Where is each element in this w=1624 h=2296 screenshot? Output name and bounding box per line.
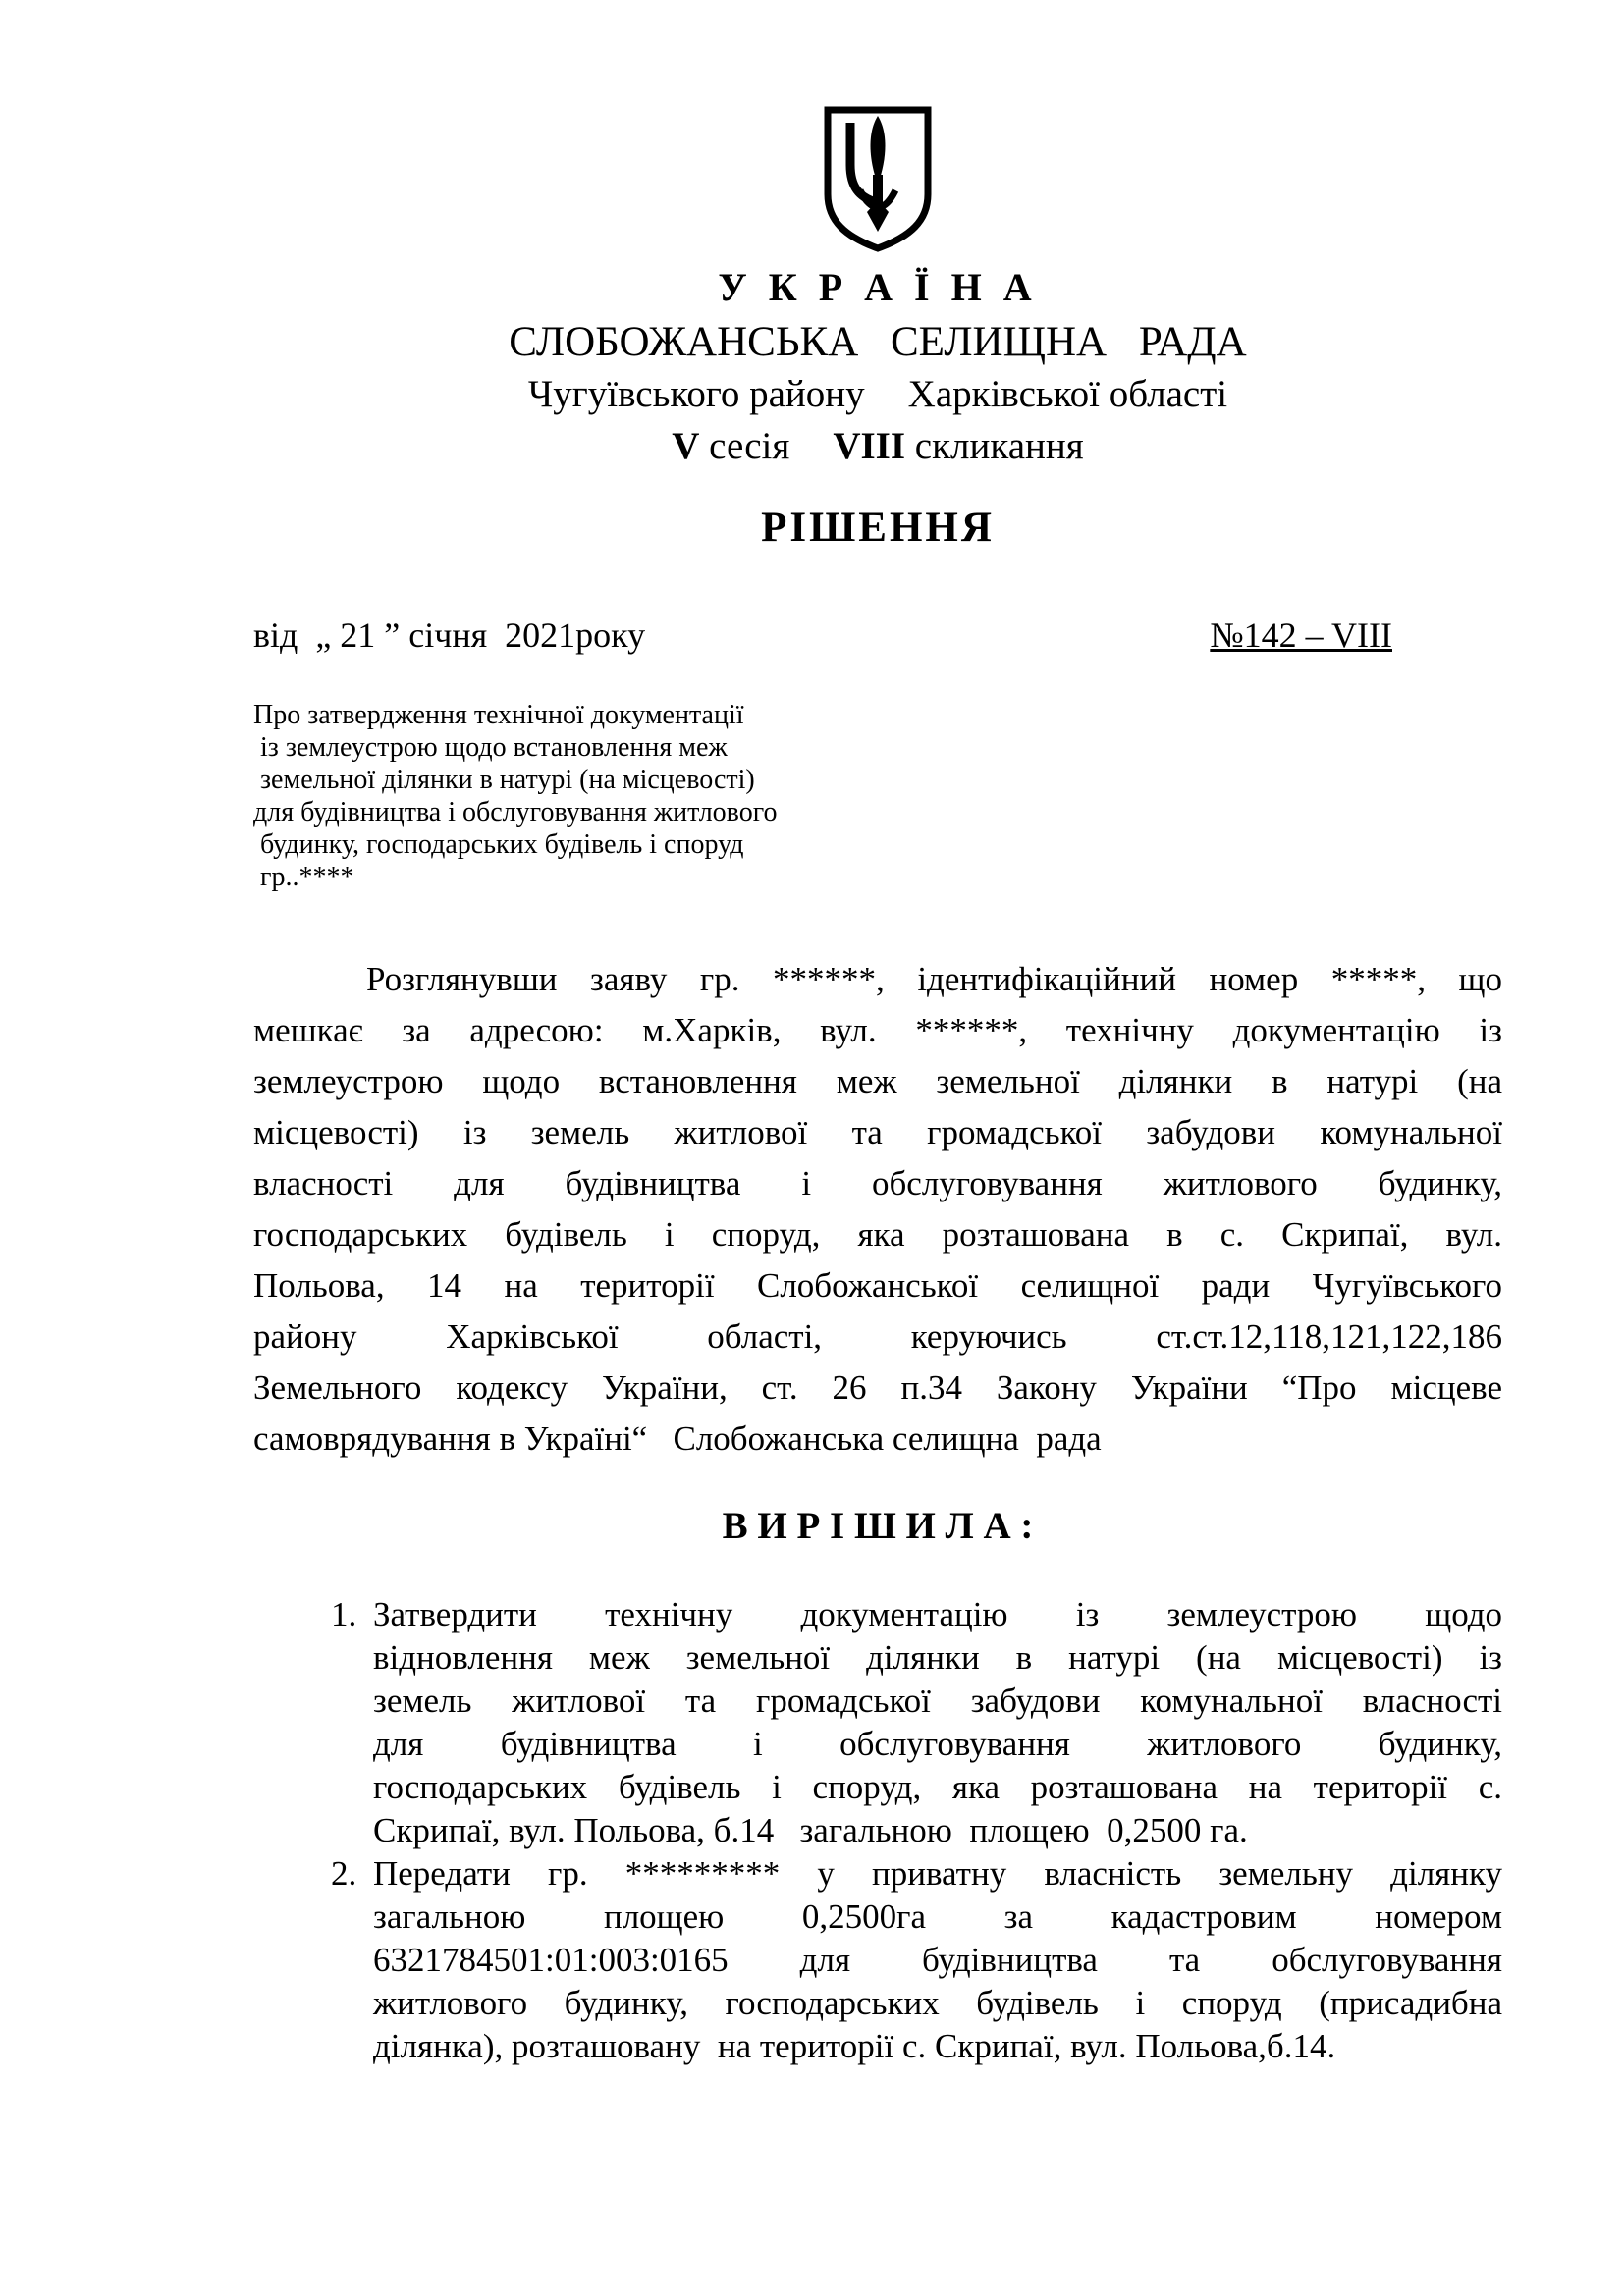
subject-line: із землеустрою щодо встановлення меж (253, 732, 728, 763)
district-name: Чугуївського району (527, 373, 865, 415)
subject-line: Про затвердження технічної документації (253, 700, 744, 730)
preamble-line: району Харківської області, керуючись ст.ст.12,118,121,122,186 (253, 1317, 1502, 1356)
item-line: для будівництва і обслуговування житлового будинку, (373, 1725, 1502, 1763)
council-name: СЛОБОЖАНСЬКА СЕЛИЩНА РАДА (509, 319, 1247, 365)
preamble-paragraph (253, 954, 1502, 1465)
item-line: ділянка), розташовану на території с. Скрипаї, вул. Польова,б.14. (373, 2027, 1336, 2065)
preamble-line: самоврядування в Україні“ Слобожанська селищна рада (253, 1419, 1102, 1458)
preamble-line: господарських будівель і споруд, яка розташована в с. Скрипаї, вул. (253, 1215, 1502, 1254)
item-line: Передати гр. ********* у приватну власність земельну ділянку (373, 1854, 1502, 1893)
item-text (373, 1852, 1502, 2068)
subject-line: будинку, господарських будівель і споруд (253, 829, 744, 860)
subject-block (253, 699, 1502, 893)
preamble-line: землеустрою щодо встановлення меж земельної ділянки в натурі (на (253, 1062, 1502, 1100)
convocation-number: VIII (833, 425, 906, 467)
item-line: Затвердити технічну документацію із землеустрою щодо (373, 1595, 1502, 1633)
item-line: Скрипаї, вул. Польова, б.14 загальною площею 0,2500 га. (373, 1811, 1248, 1849)
item-line: житлового будинку, господарських будівель і споруд (присадибна (373, 1984, 1502, 2022)
preamble-line: власності для будівництва і обслуговування житлового будинку, (253, 1164, 1502, 1202)
ukraine-tryzub-icon (817, 104, 939, 253)
preamble-line: Польова, 14 на території Слобожанської селищної ради Чугуївського (253, 1266, 1502, 1305)
item-line: відновлення меж земельної ділянки в натурі (на місцевості) із (373, 1638, 1502, 1677)
session-word: сесія (709, 425, 790, 467)
subject-line: для будівництва і обслуговування житлового (253, 797, 778, 828)
item-number: 1. (331, 1595, 357, 1633)
preamble-line: Розглянувши заяву гр. ******, ідентифікаційний номер *****, що (366, 960, 1502, 998)
document-date: від „ 21 ” січня 2021року (253, 615, 646, 655)
document-type-title: РІШЕННЯ (761, 505, 995, 551)
session-number: V (672, 425, 700, 467)
item-line: 6321784501:01:003:0165 для будівництва та обслуговування (373, 1941, 1502, 1979)
subject-line: гр..**** (253, 862, 354, 892)
preamble-line: місцевості) із земель житлової та громадської забудови комунальної (253, 1113, 1502, 1151)
meta-row (253, 614, 1502, 656)
district-region-line (253, 372, 1502, 416)
item-number: 2. (331, 1854, 357, 1893)
resolution-heading: В И Р І Ш И Л А : (722, 1505, 1034, 1547)
document-content (253, 0, 1502, 2068)
item-text (373, 1593, 1502, 1852)
preamble-line: мешкає за адресою: м.Харків, вул. ******, технічну документацію із (253, 1011, 1502, 1049)
resolution-list (253, 1593, 1502, 2068)
region-name: Харківської області (907, 373, 1228, 415)
resolution-item-1 (253, 1593, 1502, 1852)
item-line: господарських будівель і споруд, яка розташована на території с. (373, 1768, 1502, 1806)
item-line: загальною площею 0,2500га за кадастровим номером (373, 1897, 1502, 1936)
resolution-item-2 (253, 1852, 1502, 2068)
session-line (253, 424, 1502, 468)
subject-line: земельної ділянки в натурі (на місцевості) (253, 765, 755, 795)
item-line: земель житлової та громадської забудови комунальної власності (373, 1682, 1502, 1720)
convocation-word: скликання (914, 425, 1084, 467)
document-number: №142 – VIII (1210, 615, 1392, 655)
country-name: У К Р А Ї Н А (718, 265, 1038, 309)
coat-of-arms-container (253, 0, 1502, 258)
preamble-line: Земельного кодексу України, ст. 26 п.34 Закону України “Про місцеве (253, 1368, 1502, 1407)
